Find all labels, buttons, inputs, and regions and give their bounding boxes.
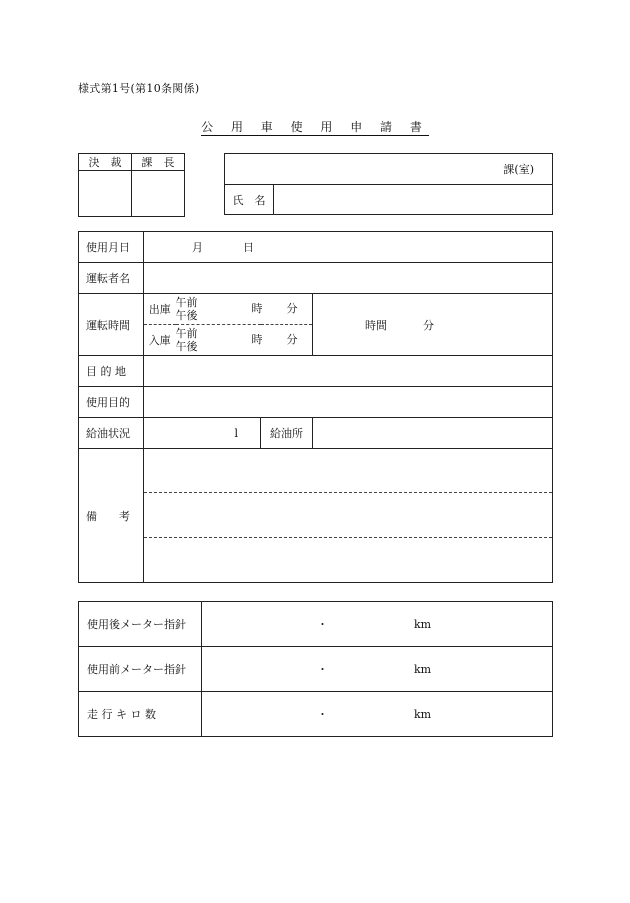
duration-minute-unit: 分: [423, 318, 434, 332]
approval-header-decision: 決 裁: [79, 154, 132, 171]
destination-label: 目 的 地: [79, 356, 144, 387]
row-meter-before: [79, 647, 553, 692]
remarks-field[interactable]: [144, 449, 553, 583]
section-suffix: 課(室): [503, 163, 534, 176]
remarks-line-2[interactable]: [144, 493, 552, 538]
return-ampm[interactable]: [176, 327, 198, 353]
meter-before-field[interactable]: [202, 647, 553, 692]
row-purpose: [79, 387, 553, 418]
usage-table: [78, 231, 553, 583]
departure-label: 出庫: [144, 294, 176, 325]
form-title-text: 公 用 車 使 用 申 請 書: [201, 120, 429, 134]
meter-before-decimal: ・: [317, 663, 328, 676]
return-time-field[interactable]: [176, 325, 313, 356]
row-destination: [79, 356, 553, 387]
fuel-unit: l: [234, 426, 238, 440]
fuel-amount-field[interactable]: [144, 418, 261, 449]
meter-after-label: 使用後メーター指針: [79, 602, 202, 647]
row-meter-after: [79, 602, 553, 647]
meter-before-km: km: [414, 663, 432, 676]
meter-table: [78, 601, 553, 737]
return-am: 午前: [175, 327, 198, 340]
duration-field[interactable]: [313, 294, 553, 356]
distance-decimal: ・: [317, 708, 328, 721]
driver-label: 運転者名: [79, 263, 144, 294]
date-label: 使用月日: [79, 232, 144, 263]
day-unit: 日: [243, 241, 254, 254]
remarks-line-1[interactable]: [144, 449, 552, 493]
form-title: [0, 118, 630, 135]
remarks-label: 備 考: [79, 449, 144, 583]
remarks-line-3[interactable]: [144, 538, 552, 582]
departure-ampm[interactable]: [176, 296, 198, 322]
section-field[interactable]: [225, 154, 553, 185]
distance-label: 走 行 キ ロ 数: [79, 692, 202, 737]
return-pm: 午後: [175, 340, 198, 353]
row-departure: [79, 294, 553, 325]
return-label: 入庫: [144, 325, 176, 356]
row-remarks: [79, 449, 553, 583]
driver-field[interactable]: [144, 263, 553, 294]
approval-header-chief: 課 長: [132, 154, 185, 171]
return-hour-unit: 時: [251, 333, 263, 346]
destination-field[interactable]: [144, 356, 553, 387]
distance-field[interactable]: [202, 692, 553, 737]
meter-after-field[interactable]: [202, 602, 553, 647]
fuel-label: 給油状況: [79, 418, 144, 449]
approval-stamp-chief[interactable]: [132, 171, 185, 217]
row-date: [79, 232, 553, 263]
station-field[interactable]: [313, 418, 553, 449]
departure-hour-unit: 時: [251, 302, 263, 315]
row-driver: [79, 263, 553, 294]
station-label: 給油所: [261, 418, 313, 449]
applicant-table: [224, 153, 553, 215]
form-id: 様式第1号(第10条関係): [78, 82, 200, 95]
meter-after-decimal: ・: [317, 618, 328, 631]
drive-time-label: 運転時間: [79, 294, 144, 356]
date-field[interactable]: [144, 232, 553, 263]
row-fuel: [79, 418, 553, 449]
duration-hour-unit: 時間: [365, 318, 387, 332]
departure-minute-unit: 分: [286, 302, 298, 315]
meter-before-label: 使用前メーター指針: [79, 647, 202, 692]
return-minute-unit: 分: [286, 333, 298, 346]
distance-km: km: [414, 708, 432, 721]
purpose-field[interactable]: [144, 387, 553, 418]
approval-stamp-decision[interactable]: [79, 171, 132, 217]
name-label: 氏 名: [225, 185, 274, 215]
departure-pm: 午後: [175, 309, 198, 322]
name-field[interactable]: [274, 185, 553, 215]
departure-time-field[interactable]: [176, 294, 313, 325]
month-unit: 月: [192, 241, 203, 254]
purpose-label: 使用目的: [79, 387, 144, 418]
row-distance: [79, 692, 553, 737]
approval-table: [78, 153, 185, 217]
departure-am: 午前: [175, 296, 198, 309]
meter-after-km: km: [414, 618, 432, 631]
